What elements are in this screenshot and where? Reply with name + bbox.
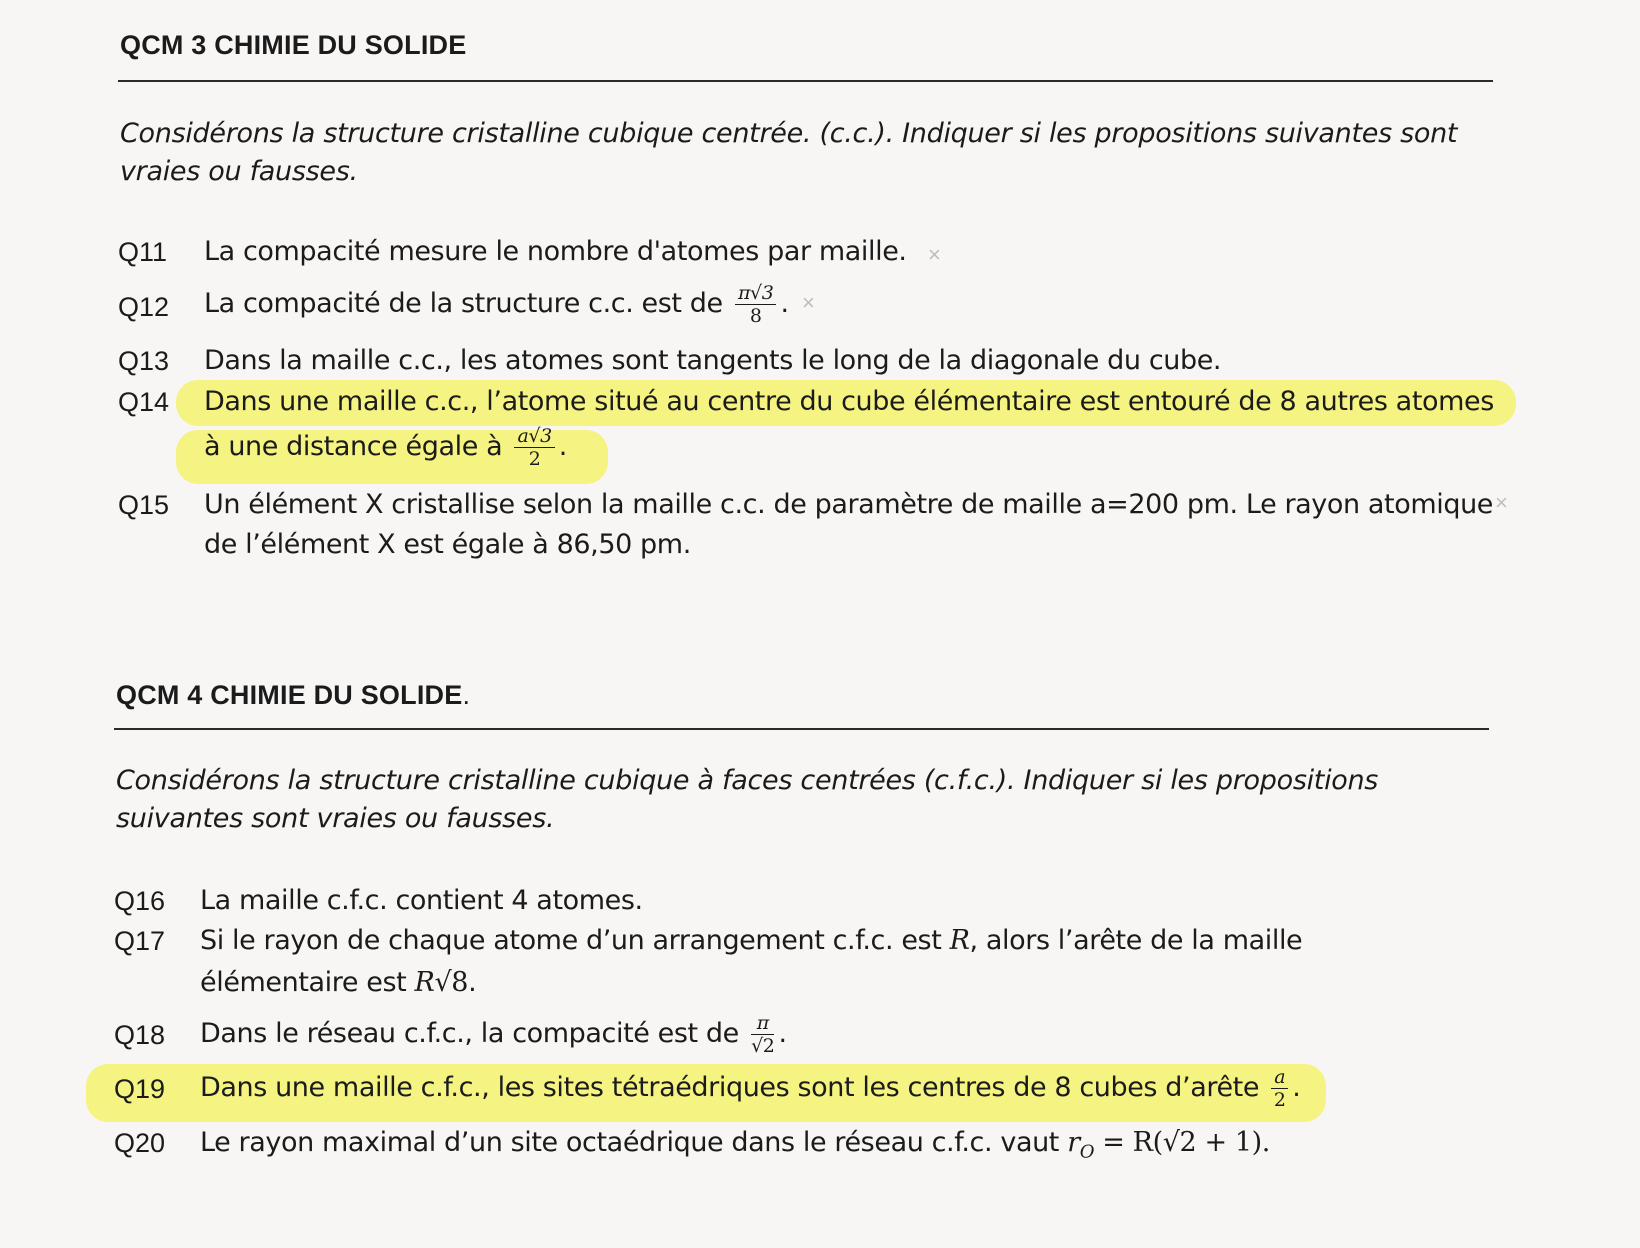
pencil-mark-icon: × [802, 290, 815, 315]
fraction-denominator: 2 [1273, 1089, 1286, 1111]
question-number: Q17 [114, 926, 166, 956]
question-text: Dans le réseau c.f.c., la compacité est de [200, 1018, 739, 1049]
question-text: Dans une maille c.f.c., les sites tétraédriques sont les centres de 8 cubes d’arête [200, 1072, 1260, 1103]
qcm4-title-rule [114, 728, 1489, 730]
qcm3-intro: Considérons la structure cristalline cubique centrée. (c.c.). Indiquer si les propositions suivantes sont vraies ou fausses. [120, 118, 1458, 187]
punctuation: . [1292, 1072, 1301, 1103]
question-number: Q15 [118, 490, 170, 520]
fraction [514, 425, 554, 470]
variable-r: R [949, 925, 970, 956]
pencil-mark-icon: × [1495, 490, 1508, 515]
question-number: Q11 [118, 237, 168, 267]
qcm4-intro: Considérons la structure cristalline cubique à faces centrées (c.f.c.). Indiquer si les propositions suivantes sont vraies ou fausses. [116, 765, 1379, 834]
question-text: La compacité de la structure c.c. est de [204, 288, 723, 319]
question-number: Q18 [114, 1020, 166, 1050]
punctuation: . [778, 1018, 787, 1049]
fraction-numerator: a√3 [514, 425, 554, 448]
fraction [1271, 1066, 1288, 1111]
fraction [735, 282, 776, 327]
question-text-line2: élémentaire est R√8. [200, 967, 477, 998]
question-text: Le rayon maximal d’un site octaédrique dans le réseau c.f.c. vaut [200, 1127, 1059, 1158]
fraction-numerator: π [751, 1012, 774, 1035]
qcm3-title-rule [118, 80, 1493, 82]
question-text-line1: Si le rayon de chaque atome d’un arrangement c.f.c. est R, alors l’arête de la maille [200, 925, 1303, 956]
fraction-denominator: 2 [528, 448, 541, 470]
question-text-line2: à une distance égale à [204, 431, 503, 462]
question-number: Q12 [118, 292, 170, 322]
question-number: Q19 [114, 1074, 166, 1104]
fraction [751, 1012, 774, 1057]
qcm4-title: QCM 4 CHIMIE DU SOLIDE. [116, 680, 471, 710]
question-text: La maille c.f.c. contient 4 atomes. [200, 885, 643, 916]
question-text-line2: de l’élément X est égale à 86,50 pm. [204, 529, 691, 560]
pencil-mark-icon: × [928, 242, 941, 267]
sqrt-expression: √8 [434, 967, 469, 998]
question-number: Q16 [114, 886, 166, 916]
fraction-denominator: √2 [751, 1035, 775, 1057]
punctuation: . [780, 288, 789, 319]
question-number: Q14 [118, 387, 170, 417]
question-number: Q20 [114, 1128, 166, 1158]
formula: $r_O = R(√2 + 1)$. [1067, 1127, 1270, 1163]
question-text-line1: Dans une maille c.c., l’atome situé au centre du cube élémentaire est entouré de 8 autres atomes [204, 386, 1494, 417]
punctuation: . [558, 431, 567, 462]
question-number: Q13 [118, 346, 170, 376]
question-text: La compacité mesure le nombre d'atomes par maille. [204, 236, 907, 267]
question-text: Dans la maille c.c., les atomes sont tangents le long de la diagonale du cube. [204, 345, 1222, 376]
fraction-numerator: a [1271, 1066, 1288, 1089]
variable-r: R [414, 967, 435, 998]
fraction-denominator: 8 [749, 305, 762, 327]
question-text-line1: Un élément X cristallise selon la maille c.c. de paramètre de maille a=200 pm. Le rayon atomique [204, 489, 1494, 520]
fraction-numerator: π√3 [735, 282, 776, 305]
qcm3-title: QCM 3 CHIMIE DU SOLIDE [120, 30, 467, 60]
